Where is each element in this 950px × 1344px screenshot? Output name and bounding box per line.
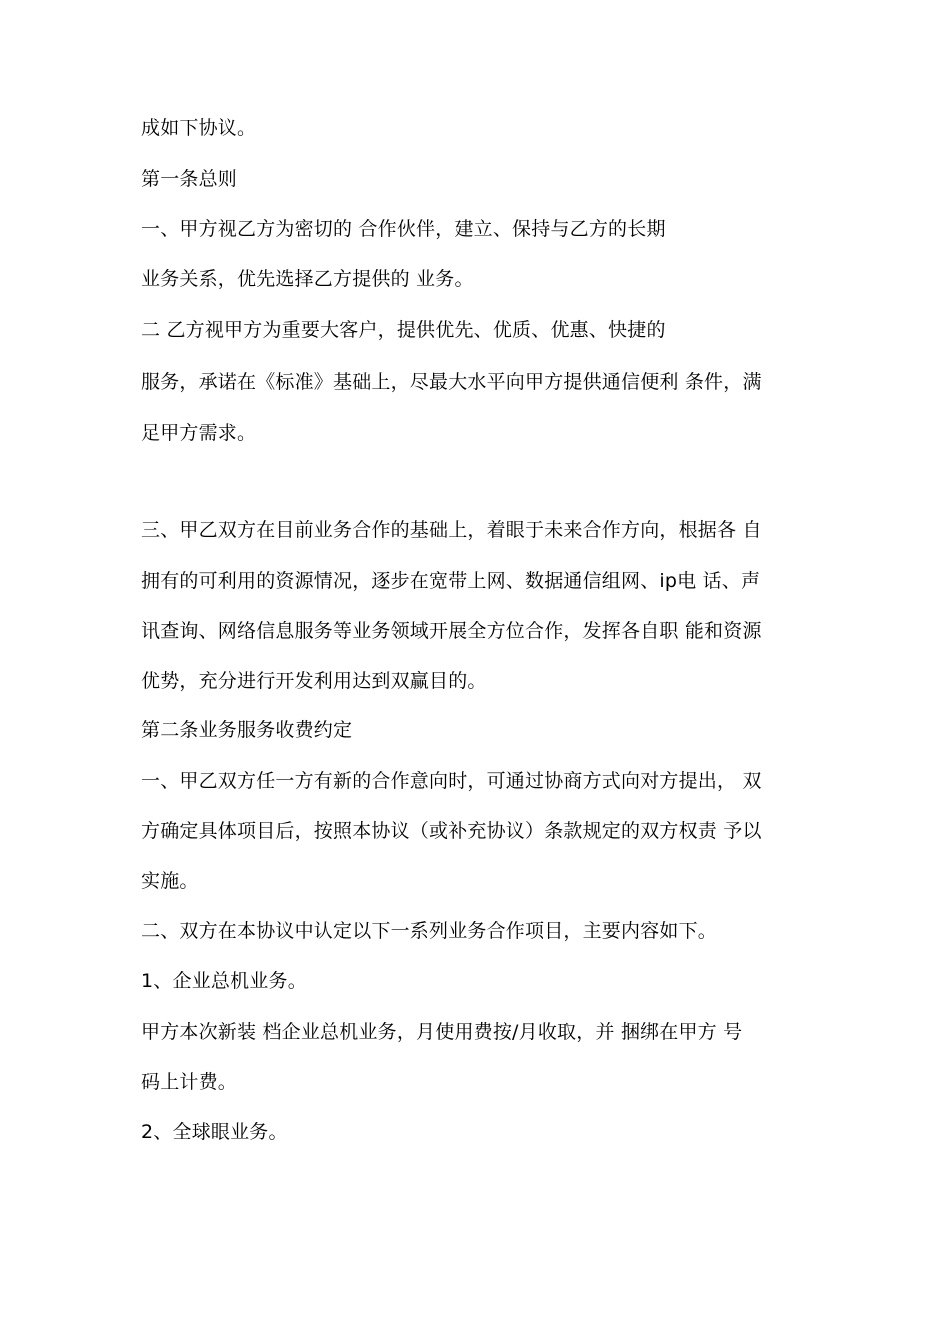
text-line: 码上计费。 bbox=[141, 1071, 238, 1093]
text-line: 优势，充分进行开发利用达到双赢目的。 bbox=[141, 670, 487, 692]
section-heading: 第一条总则 bbox=[141, 168, 238, 190]
text-line: 足甲方需求。 bbox=[141, 422, 257, 444]
text-line: 成如下协议。 bbox=[141, 117, 257, 139]
text-line: 实施。 bbox=[141, 870, 199, 892]
text-line: 甲方本次新装 档企业总机业务，月使用费按/月收取，并 捆绑在甲方 号 bbox=[141, 1021, 743, 1043]
section-heading: 第二条业务服务收费约定 bbox=[141, 719, 353, 741]
text-line: 业务关系，优先选择乙方提供的 业务。 bbox=[141, 268, 474, 290]
text-line: 服务，承诺在《标准》基础上，尽最大水平向甲方提供通信便利 条件，满 bbox=[141, 371, 762, 393]
text-line: 讯查询、网络信息服务等业务领域开展全方位合作，发挥各自职 能和资源 bbox=[141, 620, 762, 642]
text-line: 拥有的可利用的资源情况，逐步在宽带上网、数据通信组网、ip电 话、声 bbox=[141, 570, 761, 592]
text-line: 一、甲方视乙方为密切的 合作伙伴，建立、保持与乙方的长期 bbox=[141, 218, 666, 240]
text-line: 三、甲乙双方在目前业务合作的基础上，着眼于未来合作方向，根据各 自 bbox=[141, 519, 762, 541]
text-line: 二 乙方视甲方为重要大客户，提供优先、优质、优惠、快捷的 bbox=[141, 319, 666, 341]
text-line: 一、甲乙双方任一方有新的合作意向时，可通过协商方式向对方提出， 双 bbox=[141, 770, 762, 792]
list-item: 2、全球眼业务。 bbox=[141, 1121, 288, 1143]
list-item: 1、企业总机业务。 bbox=[141, 970, 307, 992]
text-line: 方确定具体项目后，按照本协议（或补充协议）条款规定的双方权责 予以 bbox=[141, 820, 762, 842]
text-line: 二、双方在本协议中认定以下一系列业务合作项目，主要内容如下。 bbox=[141, 920, 718, 942]
